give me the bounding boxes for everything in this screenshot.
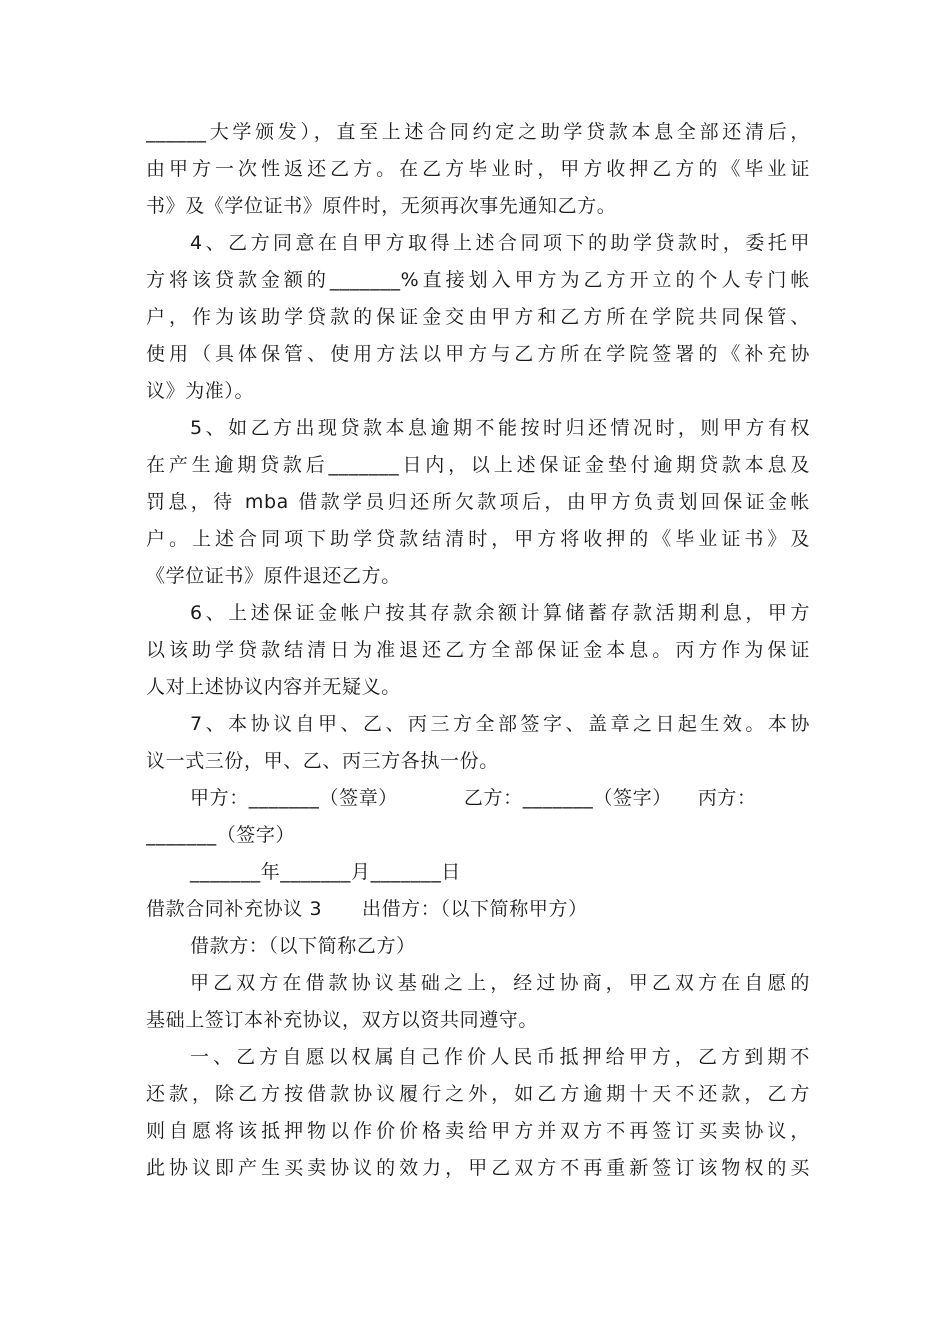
clause-6-line: 6、上述保证金帐户按其存款余额计算储蓄存款活期利息，甲方 bbox=[190, 602, 810, 624]
paragraph-line: ______大学颁发），直至上述合同约定之助学贷款本息全部还清后， bbox=[146, 121, 810, 143]
clause-4-line: 户，作为该助学贷款的保证金交由甲方和乙方所在学院共同保管、 bbox=[146, 306, 810, 328]
clause-5-line: 5、如乙方出现贷款本息逾期不能按时归还情况时，则甲方有权 bbox=[190, 417, 810, 439]
section-3-title: 借款合同补充协议 3 出借方：（以下简称甲方） bbox=[146, 898, 588, 920]
clause-4-line: 使用（具体保管、使用方法以甲方与乙方所在学院签署的《补充协 bbox=[146, 343, 810, 365]
clause-6-line: 以该助学贷款结清日为准退还乙方全部保证金本息。丙方作为保证 bbox=[146, 639, 810, 661]
clause-4-line: 4、乙方同意在自甲方取得上述合同项下的助学贷款时，委托甲 bbox=[190, 232, 810, 254]
paragraph-line: 书》及《学位证书》原件时，无须再次事先通知乙方。 bbox=[146, 195, 617, 217]
section-3-line: 则自愿将该抵押物以作价价格卖给甲方并双方不再签订买卖协议， bbox=[146, 1120, 810, 1142]
paragraph-line: 由甲方一次性返还乙方。在乙方毕业时，甲方收押乙方的《毕业证 bbox=[146, 158, 810, 180]
signature-line bbox=[146, 780, 810, 817]
section-3-line: 甲乙双方在借款协议基础之上，经过协商，甲乙双方在自愿的 bbox=[190, 972, 810, 994]
clause-5-line: 在产生逾期贷款后_______日内，以上述保证金垫付逾期贷款本息及 bbox=[146, 454, 810, 476]
clause-4-line: 方将该贷款金额的_______%直接划入甲方为乙方开立的个人专门帐 bbox=[146, 269, 810, 291]
section-3-line: 此协议即产生买卖协议的效力，甲乙双方不再重新签订该物权的买 bbox=[146, 1157, 810, 1179]
section-3-line: 还款，除乙方按借款协议履行之外，如乙方逾期十天不还款，乙方 bbox=[146, 1083, 810, 1105]
party-c-label: 丙方： bbox=[697, 787, 757, 809]
document-page bbox=[146, 114, 810, 1187]
clause-4-line: 议》为准）。 bbox=[146, 380, 255, 402]
clause-7-line: 议一式三份，甲、乙、丙三方各执一份。 bbox=[146, 750, 499, 772]
date-line: _______年_______月_______日 bbox=[190, 861, 461, 883]
clause-6-line: 人对上述协议内容并无疑义。 bbox=[146, 676, 401, 698]
section-3-line: 一、乙方自愿以权属自己作价人民币抵押给甲方，乙方到期不 bbox=[190, 1046, 810, 1068]
clause-5-line: 罚息，待 mba 借款学员归还所欠款项后，由甲方负责划回保证金帐 bbox=[146, 491, 810, 513]
clause-7-line: 7、本协议自甲、乙、丙三方全部签字、盖章之日起生效。本协 bbox=[190, 713, 810, 735]
party-a-signature: 甲方：_______（签章） bbox=[190, 787, 398, 809]
section-3-line: 基础上签订本补充协议，双方以资共同遵守。 bbox=[146, 1009, 539, 1031]
party-b-signature: 乙方：_______（签字） bbox=[463, 787, 672, 809]
clause-5-line: 户。上述合同项下助学贷款结清时，甲方将收押的《毕业证书》及 bbox=[146, 528, 810, 550]
clause-5-line: 《学位证书》原件退还乙方。 bbox=[146, 565, 401, 587]
party-c-signature: _______（签字） bbox=[146, 824, 296, 846]
borrower-line: 借款方：（以下简称乙方） bbox=[190, 935, 416, 957]
